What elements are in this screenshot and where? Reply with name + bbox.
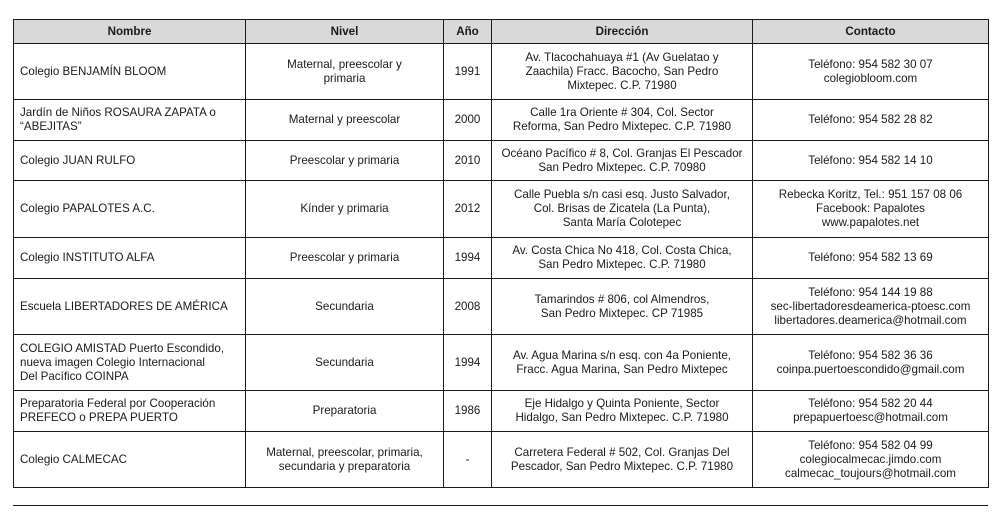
cell-direccion: Tamarindos # 806, col Almendros, San Pedro Mixtepec. CP 71985 [492,279,753,335]
table-row [14,141,989,181]
cell-anio: 2008 [444,279,492,335]
cell-anio: 1986 [444,391,492,432]
cell-contacto: Teléfono: 954 582 30 07 colegiobloom.com [753,44,989,100]
header-row [14,20,989,44]
cell-direccion: Calle 1ra Oriente # 304, Col. Sector Reforma, San Pedro Mixtepec. C.P. 71980 [492,100,753,141]
header-direccion: Dirección [492,20,753,44]
cell-nombre: Colegio JUAN RULFO [14,141,246,181]
cell-anio: 2000 [444,100,492,141]
cell-nombre: Escuela LIBERTADORES DE AMÉRICA [14,279,246,335]
cell-contacto: Teléfono: 954 582 14 10 [753,141,989,181]
cell-nivel: Secundaria [246,335,444,391]
cell-contacto: Teléfono: 954 582 20 44 prepapuertoesc@hotmail.com [753,391,989,432]
header-nombre: Nombre [14,20,246,44]
cell-nombre: Jardín de Niños ROSAURA ZAPATA o “ABEJITAS” [14,100,246,141]
table-row [14,391,989,432]
table-row [14,335,989,391]
cell-nivel: Preescolar y primaria [246,238,444,279]
cell-direccion: Calle Puebla s/n casi esq. Justo Salvador, Col. Brisas de Zicatela (La Punta), Santa María Colotepec [492,181,753,238]
cell-anio: 2012 [444,181,492,238]
table-row [14,238,989,279]
cell-nivel: Maternal y preescolar [246,100,444,141]
cell-nivel: Maternal, preescolar y primaria [246,44,444,100]
table-row [14,432,989,488]
cell-nivel: Kínder y primaria [246,181,444,238]
header-contacto: Contacto [753,20,989,44]
footer-divider [13,505,988,506]
cell-nombre: Colegio BENJAMÍN BLOOM [14,44,246,100]
cell-nivel: Secundaria [246,279,444,335]
cell-nombre: COLEGIO AMISTAD Puerto Escondido, nueva imagen Colegio Internacional Del Pacífico COINPA [14,335,246,391]
cell-anio: 1991 [444,44,492,100]
cell-direccion: Eje Hidalgo y Quinta Poniente, Sector Hidalgo, San Pedro Mixtepec. C.P. 71980 [492,391,753,432]
cell-nombre: Colegio INSTITUTO ALFA [14,238,246,279]
cell-direccion: Av. Agua Marina s/n esq. con 4a Poniente, Fracc. Agua Marina, San Pedro Mixtepec [492,335,753,391]
cell-anio: 1994 [444,238,492,279]
table-row [14,279,989,335]
cell-contacto: Teléfono: 954 582 04 99 colegiocalmecac.jimdo.com calmecac_toujours@hotmail.com [753,432,989,488]
cell-direccion: Av. Tlacochahuaya #1 (Av Guelatao y Zaachila) Fracc. Bacocho, San Pedro Mixtepec. C.P. 71980 [492,44,753,100]
table-row [14,44,989,100]
cell-contacto: Teléfono: 954 144 19 88 sec-libertadoresdeamerica-ptoesc.com libertadores.deamerica@hotmail.com [753,279,989,335]
table-row [14,181,989,238]
table-row [14,100,989,141]
cell-direccion: Océano Pacífico # 8, Col. Granjas El Pescador San Pedro Mixtepec. C.P. 70980 [492,141,753,181]
cell-nombre: Colegio PAPALOTES A.C. [14,181,246,238]
header-anio: Año [444,20,492,44]
cell-contacto: Teléfono: 954 582 13 69 [753,238,989,279]
cell-direccion: Carretera Federal # 502, Col. Granjas Del Pescador, San Pedro Mixtepec. C.P. 71980 [492,432,753,488]
cell-anio: - [444,432,492,488]
cell-nombre: Colegio CALMECAC [14,432,246,488]
cell-direccion: Av. Costa Chica No 418, Col. Costa Chica, San Pedro Mixtepec. C.P. 71980 [492,238,753,279]
cell-nombre: Preparatoria Federal por Cooperación PREFECO o PREPA PUERTO [14,391,246,432]
cell-nivel: Preescolar y primaria [246,141,444,181]
cell-anio: 1994 [444,335,492,391]
cell-nivel: Preparatoria [246,391,444,432]
cell-contacto: Rebecka Koritz, Tel.: 951 157 08 06 Facebook: Papalotes www.papalotes.net [753,181,989,238]
cell-anio: 2010 [444,141,492,181]
schools-table [13,19,989,488]
cell-contacto: Teléfono: 954 582 36 36 coinpa.puertoescondido@gmail.com [753,335,989,391]
header-nivel: Nivel [246,20,444,44]
cell-contacto: Teléfono: 954 582 28 82 [753,100,989,141]
cell-nivel: Maternal, preescolar, primaria, secundaria y preparatoria [246,432,444,488]
